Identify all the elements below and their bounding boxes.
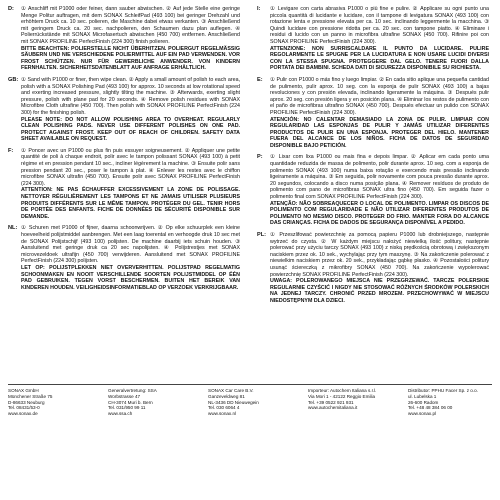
address-line: Generalvertretung: SSA: [108, 388, 157, 393]
address-sonax-nl: [208, 388, 292, 417]
address-facer-pl: [408, 388, 492, 417]
address-line: Tel. 031/950 99 11: [108, 405, 146, 411]
address-line: Via Mori 1 - 42122 Reggio Emilia: [308, 393, 376, 399]
instructions-block-pl: [257, 232, 489, 305]
address-line: Worbstrasse 47: [108, 393, 141, 399]
warning-paragraph: ATENCIÓN: NO CALENTAR DEMASIADO LA ZONA DE PULIR. LIMPIAR CON REGULARIDAD LAS ESPONJAS DE PULIR Y JAMÁS UTILIZAR DIFERENTES PRODUCTOS DE PULIR EN UNA ESPONJA. PROTEGER DEL HIELO. MANTENER FUERA DEL ALCANCE DE LOS NIÑOS. FICHA DE DATOS DE SEGURIDAD DISPONIBLE BAJO PETICIÓN.: [270, 116, 489, 149]
address-line: www.sonax.de: [8, 411, 38, 417]
instructions-text: [270, 232, 489, 305]
language-code: P:: [257, 154, 263, 161]
instructions-text: [21, 77, 240, 143]
address-line: SONAX GmbH: [8, 388, 39, 393]
address-line: Distributor: PPHU Facer Sp. z o.o.: [408, 388, 478, 393]
instructions-text: [21, 6, 240, 72]
steps-paragraph: ① Levigare con carta abrasiva P1000 o più fine e pulire. ② Applicare su ogni punto una piccola quantità di lucidante e lucidare, con il tampone di levigatura SONAX (493 100) con rotazione lenta e pressione elevata per ca. 10 sec. inclinando leggermente la macchina. ③ Quindi lucidare con pressione ridotta per ca. 20 sec. con tampone piatto. ④ Eliminare i residui di lucido con un panno in microfibra ultrafine SONAX (450 700). Rifinire poi con SONAX PROFILINE PerfectFinish (224 300).: [270, 6, 489, 45]
steps-paragraph: ① Poncer avec un P1000 ou plus fin puis essuyer soigneusement. ② Appliquer une petite quantité de poli à chaque endroit, polir avec le tampon polissant SONAX (493 100) à petit régime et en pression pendant 10 sec., incliner légèrement la machine. ③ Ensuite polir sans pression pendant 20 sec., poser le tampon à plat. ④ Enlever les restes avec le chiffon microfibre SONAX ultrafin (450 700). Ensuite polir avec SONAX PROFILINE PerfectFinish (224 300).: [21, 147, 240, 187]
steps-paragraph: ① Pulir con P1000 o más fino y luego limpiar. ② En cada sitio aplique una pequeña cantidad de pulimento, pulir aprox. 10 seg. con la esponja de pulir SONAX (493 100) a bajas revoluciones y con presión elevada, inclinando ligeramente la máquina. ③ Después pulir aprox. 20 seg. con presión ligera y en posición plana. ④ Eliminar los restos de pulimento con el paño de microfibras ultrafino SONAX (450 700). Después efectuar un pulido con SONAX PROFILINE PerfectFinish (224 300).: [270, 76, 489, 116]
address-line: Tel. +48 48 384 06 00: [408, 405, 453, 411]
instructions-text: [270, 154, 489, 227]
left-column: [8, 6, 240, 296]
steps-paragraph: ① Przeszlifować powierzchnię za pomocą papieru P1000 lub drobniejszego, następnie wytrzeć do czysta. ② W każdym miejscu nałożyć niewielką ilość politury, następnie polerować przy użyciu tarczy SONAX (493 100) z niską prędkością obrotową i zwiększonym naciskiem przez ok. 10 sek., wychylając przy tym maszynę. ③ Na zakończenie polerować z niewielkim naciskiem przez ok. 20 sek., przykładając gąbkę płasko. ④ Pozostałości politury usunąć ściereczką z mikrofibry SONAX (450 700). Na zakończenie wypolerować powierzchnię SONAX PROFILINE PerfectFinish (224 300).: [270, 232, 489, 278]
address-line: Ganzeveldweg 81: [208, 393, 245, 399]
address-line: Tel. +39 0522 921 931: [308, 399, 354, 405]
warning-paragraph: ATENÇÃO: NÃO SOBREAQUECER O LOCAL DE POLIMENTO. LIMPAR OS DISCOS DE POLIMENTO COM REGULARIDADE E NÃO UTILIZAR DIFERENTES PRODUTOS DE POLIMENTO NO MESMO DISCO. PROTEGER DO FRIO. MANTER FORA DO ALCANCE DAS CRIANÇAS. FICHA DE DADOS DE SEGURANÇA DISPONÍVEL A PEDIDO.: [270, 200, 489, 227]
warning-paragraph: LET OP: POLIJSTPLEKKEN NIET OVERVERHITTEN. POLIJSTPAD REGELMATIG SCHOONMAKEN EN NOOIT VERSCHILLENDE SOORTEN POLIJSTMIDDEL OP ÉÉN PAD GEBRUIKEN. TEGEN VORST BESCHERMEN. BUITEN HET BEREIK VAN KINDEREN HOUDEN. VEILIGHEIDSINFORMATIEBLAD OP VERZOEK VERKRIJGBAAR.: [21, 264, 240, 291]
warning-paragraph: PLEASE NOTE: DO NOT ALLOW POLISHING AREA TO OVERHEAT. REGULARLY CLEAN POLISHING PADS. NEVER USE DIFFERENT POLISHES ON ONE PAD. PROTECT AGAINST FROST. KEEP OUT OF REACH OF CHILDREN. SAFETY DATA SHEET AVAILABLE ON REQUEST.: [21, 116, 240, 143]
address-line: www.autochemitaliana.it: [308, 405, 358, 411]
address-line: NL-3436 DD Nieuwegein: [208, 399, 259, 405]
footer-divider: [8, 384, 492, 385]
instructions-text: [21, 225, 240, 291]
address-line: Tel. 030 6064 4: [208, 405, 240, 411]
instructions-block-f: [8, 148, 240, 221]
language-code: D:: [8, 6, 14, 12]
address-line: Tel. 08431/53-0: [8, 405, 40, 411]
address-sonax-de: [8, 388, 92, 417]
address-line: SONAX Car Care B.V.: [208, 388, 254, 393]
instructions-text: [270, 77, 489, 150]
steps-paragraph: ① Anschliff mit P1000 oder feiner, dann sauber abwischen. ② Auf jede Stelle eine geringe Menge Politur auftragen, mit dem SONAX SchleifPad (493 100) bei geringer Drehzahl und erhöhtem Druck ca. 10 sec. polieren, die Maschine dabei etwas verkanten. ③ Anschließend mit geringem Druck ca. 20 sec. nachpolieren, den Schaumen dazu plan auflegen. ④ Polierrückstände mit SONAX Microfasertuch abwischen (450 700) entfernen. Anschließend mit SONAX PROFILINE PerfectFinish (224 300) finish polieren.: [21, 6, 240, 45]
instructions-block-gb: [8, 77, 240, 143]
warning-paragraph: ATTENZIONE: NON SURRISCALDARE IL PUNTO DA LUCIDARE. PULIRE REGOLARMENTE LE SPUGNE PER LA LUCIDATURA E NON USARE LUCIDI DIVERSI CON LA STESSA SPUGNA. PROTEGGERE DAL GELO. TENERE FUORI DALLA PORTATA DEI BAMBINI. SCHEDA DATI DI SICUREZZA DISPONIBILE SU RICHIESTA.: [270, 45, 489, 72]
warning-paragraph: UWAGA: POLEROWANEGO MIEJSCA NIE PRZEGRZEWAĆ. TARCZE POLERSKIE REGULARNIE CZYŚCIĆ I NIGDY NIE STOSOWAĆ RÓŻNYCH ŚRODKÓW POLERSKICH NA JEDNEJ TARCZY. CHRONIĆ PRZED MROZEM. PRZECHOWYWAĆ W MIEJSCU NIEDOSTĘPNYM DLA DZIECI.: [270, 278, 489, 304]
instructions-text: [270, 6, 489, 72]
address-autochem-it: [308, 388, 392, 417]
address-line: CH-3074 Muri b. Bern: [108, 399, 153, 405]
instructions-block-i: [257, 6, 489, 72]
language-code: NL:: [8, 225, 18, 232]
steps-paragraph: ① Schuren met P1000 of fijner, daarna schoonwrijven. ② Op elke schuurplek een kleine hoeveelheid polijstmiddel aanbrengen. Met een laag toerental en verhoogde druk 10 sec met de SONAX Polijstschijf (493 100) polijsten. De machine daarbij iets schuin houden. ③ Aansluitend met geringe druk ca 20 sec napolijsten. ④ Polijstrestjes met SONAX microvezeldoek ultrafijn (450 700) verwijderen. Aansluitend met SONAX PROFILINE PerfectFinish (224 300) polijsten.: [21, 225, 240, 265]
instructions-block-de: [8, 6, 240, 72]
address-ssa-ch: [108, 388, 192, 417]
language-code: F:: [8, 147, 14, 154]
steps-paragraph: ① Lixar com lixa P1000 ou mais fina e depois limpar. ② Aplicar em cada ponto uma quantidade reduzida de massa de polimento, polir durante aprox. 10 seg. com a esponja de polimento SONAX (493 100) numa baixa rotação e exercendo mais pressão inclinando ligeiramente a máquina. ③ Em seguida, polir novamente com pouca pressão durante aprox. 20 segundos, colocando a disco numa posição plana. ④ Remover resíduos de produto de polimento com pano de microfibras SONAX ultra fino (450 700). Em seguida fazer o polimento final com SONAX PROFILINE PerfectFinish (224 300).: [270, 154, 489, 201]
address-line: Münchener Straße 75: [8, 393, 53, 399]
language-code: E:: [257, 76, 263, 83]
language-code: I:: [257, 6, 261, 12]
address-line: www.sonax.pl: [408, 411, 437, 417]
instructions-text: [21, 148, 240, 221]
instructions-block-e: [257, 77, 489, 150]
steps-paragraph: ① Sand with P1000 or finer, then wipe clean. ② Apply a small amount of polish to each area, polish with a SONAX Polishing Pad (493 100) for approx. 10 seconds at low rotational speed and exerting increased pressure, slightly tilting the machine. ③ Afterwards, exerting slight pressure, polish with plane pad for 20 seconds. ④ Remove polish residues with SONAX Microfibre Cloth ultrafine (450 700). Then polish with SONAX PROFILINE PerfectFinish (224 300) for the finishing polish.: [21, 76, 240, 116]
footer-addresses: [8, 388, 492, 417]
warning-paragraph: BITTE BEACHTEN: POLIERSTELLE NICHT ÜBERHITZEN. POLIERGUT REGELMÄSSIG SÄUBERN UND NIE VERSCHIEDENE POLIERMITTEL AUF EIN PAD VERWENDEN. VOR FROST SCHÜTZEN. NUR FÜR GEWERBLICHE ANWENDER. VON KINDERN FERNHALTEN. SICHERHEITSDATENBLATT AUF ANFRAGE ERHÄLTLICH.: [21, 45, 240, 72]
address-line: www.ssa.ch: [108, 411, 133, 417]
instructions-block-p: [257, 154, 489, 227]
address-line: www.sonax.nl: [208, 411, 237, 417]
address-line: Importeur: Autochem Italiana s.r.l.: [308, 388, 377, 393]
language-code: GB:: [8, 76, 19, 83]
right-column: [257, 6, 489, 310]
address-line: D-86633 Neuburg: [8, 399, 45, 405]
language-code: PL:: [257, 232, 267, 238]
instructions-block-nl: [8, 225, 240, 291]
address-line: 26-600 Radom: [408, 399, 439, 405]
address-line: ul. Lubelska 1: [408, 393, 437, 399]
warning-paragraph: ATTENTION: NE PAS ÉCHAUFFER EXCESSIVEMENT LA ZONE DE POLISSAGE. NETTOYER RÉGULIÈREMENT LES TAMPONS ET NE JAMAIS UTILISER PLUSIEURS PRODUITS DIFFÉRENTS SUR LE MÊME TAMPON. PROTÉGER DU GEL. TENIR HORS DE PORTÉE DES ENFANTS. FICHE DE DONNÉES DE SÉCURITÉ DISPONIBLE SUR DEMANDE.: [21, 187, 240, 220]
